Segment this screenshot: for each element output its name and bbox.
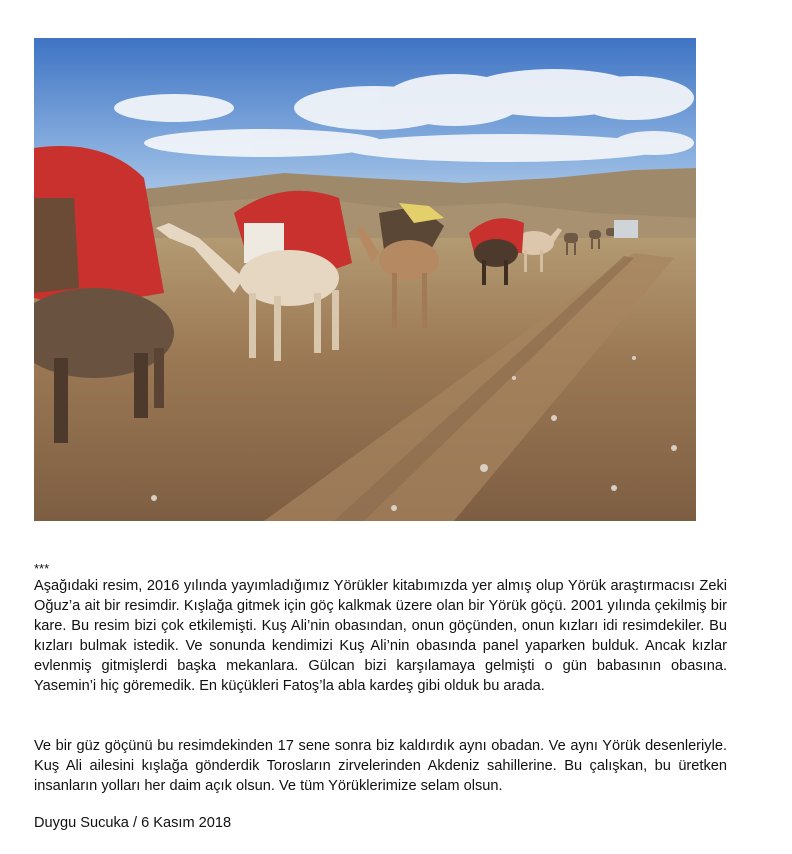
camel-caravan-photo bbox=[34, 38, 696, 521]
separator: *** bbox=[34, 561, 50, 576]
truck bbox=[614, 220, 638, 238]
paragraph-1: Aşağıdaki resim, 2016 yılında yayımladığımız Yörükler kitabımızda yer almış olup Yörük araştırmacısı Zeki Oğuz’a ait bir resimdir. Kışlağa gitmek için göç kalkmak üzere olan bir Yörük göçü. 2001 yılında çekilmiş bir kare. Bu resim bizi çok etkilemişti. Kuş Ali’nin obasından, onun göçünden, onun kızları idi resimdekiler. Bu kızları bulmak istedik. Ve sonunda kendimizi Kuş Ali’nin obasında panel yaparken bulduk. Ancak kızlar evlenmiş gitmişlerdi başka mekanlara. Gülcan bizi karşılamaya gelmişti o gün babasının obasına. Yasemin’i hiç göremedik. En küçükleri Fatoş’la abla kardeş gibi olduk bu arada. bbox=[34, 578, 727, 694]
camel-caravan-illustration bbox=[34, 38, 696, 521]
signature: Duygu Sucuka / 6 Kasım 2018 bbox=[34, 815, 232, 831]
paragraph-2: Ve bir güz göçünü bu resimdekinden 17 sene sonra biz kaldırdık aynı obadan. Ve aynı Yörük desenleriyle. Kuş Ali ailesini kışlağa gönderdik Torosların zirvelerinden Akdeniz sahillerine. Bu çalışkan, bu üretken insanların yolları her daim açık olsun. Ve tüm Yörüklerimize selam olsun. bbox=[34, 738, 727, 794]
